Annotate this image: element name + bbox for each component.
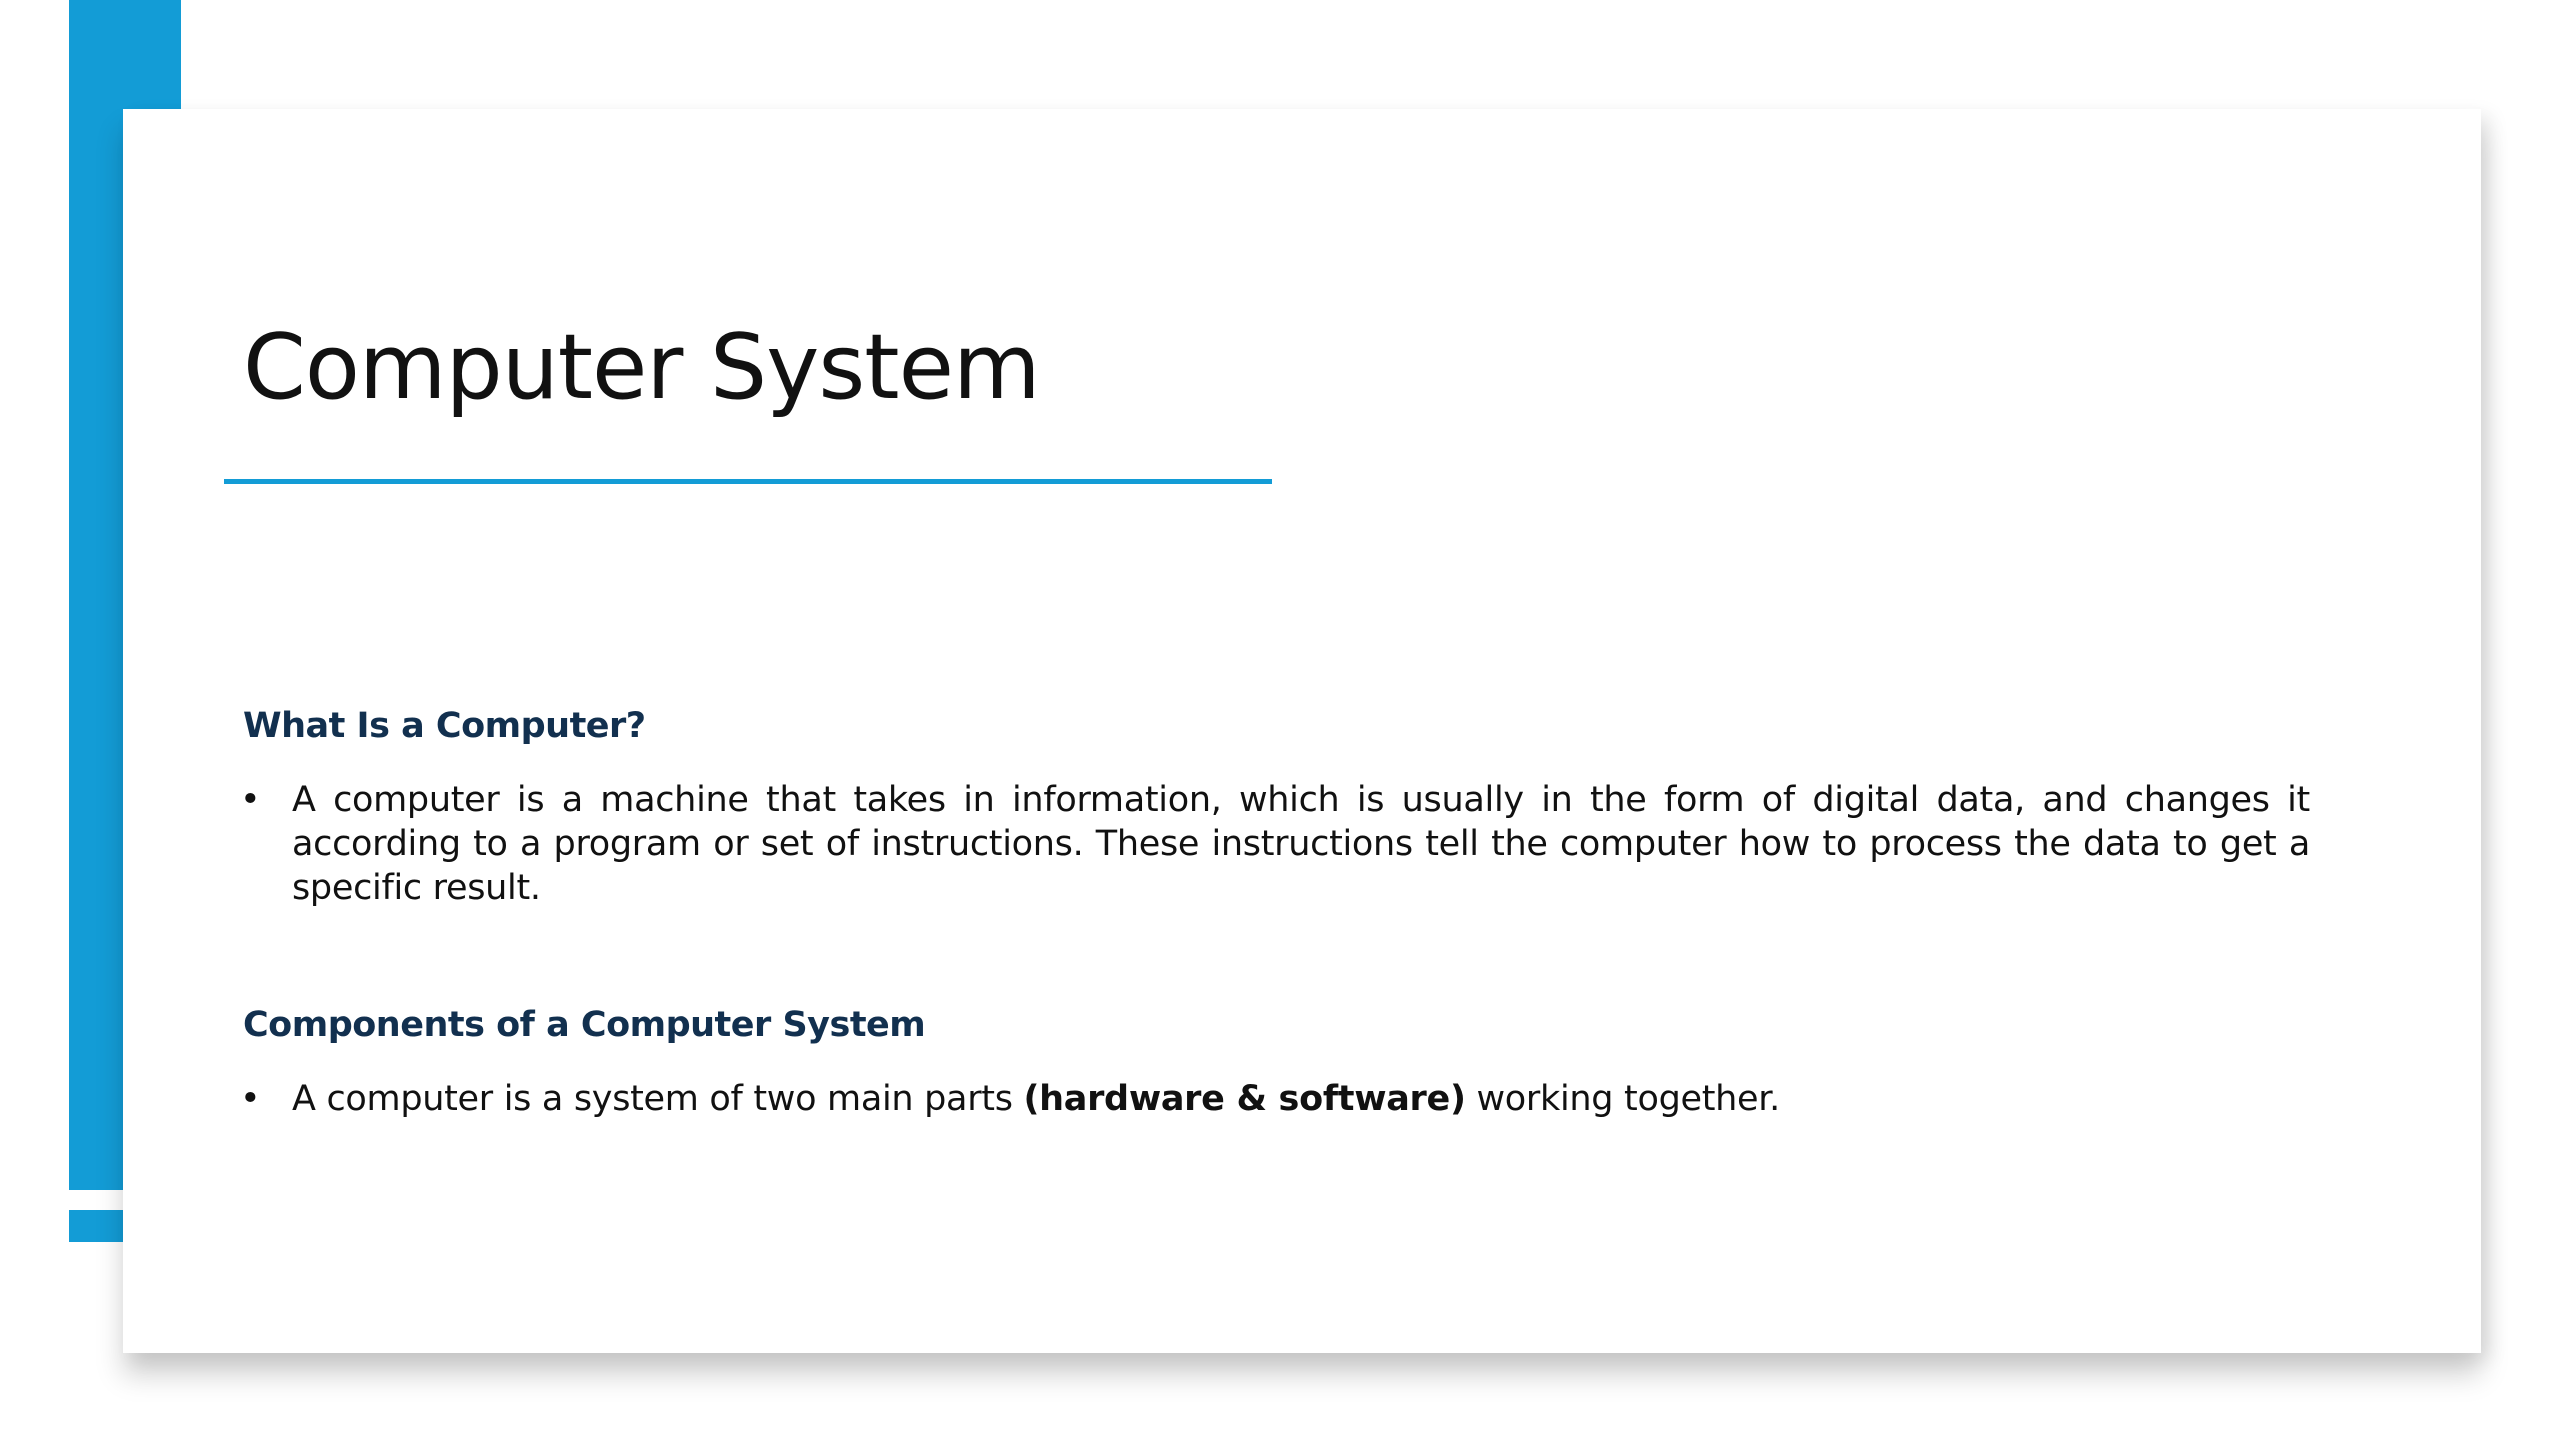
bullet-text-bold: (hardware & software) <box>1023 1079 1466 1119</box>
list-item <box>240 1077 2310 1121</box>
title-underline <box>224 479 1272 484</box>
bullet-icon: • <box>240 780 261 820</box>
slide-title: Computer System <box>243 315 1040 420</box>
accent-block-small <box>69 1210 123 1242</box>
accent-bar-left <box>69 0 123 1190</box>
section-heading-components: Components of a Computer System <box>243 1005 926 1045</box>
list-item <box>240 778 2310 910</box>
bullet-text-part: A computer is a system of two main parts <box>292 1079 1024 1119</box>
bullet-text <box>292 1077 2310 1121</box>
bullet-text: A computer is a machine that takes in information, which is usually in the form of digital data, and changes it according to a program or set of instructions. These instructions tell the computer how to process the data to get a specific result. <box>292 780 2310 908</box>
bullet-text-part: working together. <box>1465 1079 1780 1119</box>
bullet-icon: • <box>240 1079 261 1119</box>
section-heading-what-is-computer: What Is a Computer? <box>243 706 646 746</box>
